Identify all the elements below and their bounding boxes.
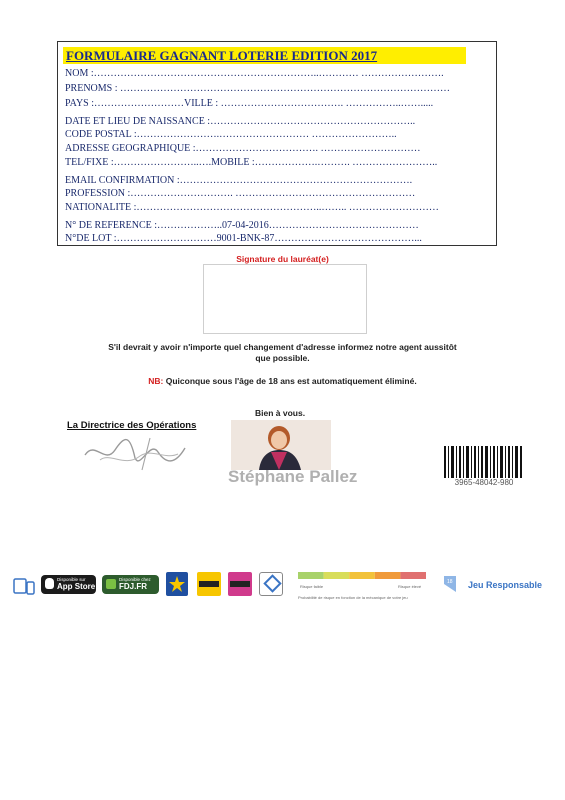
barcode-number: 3965-48042-980 bbox=[454, 478, 514, 487]
fdj-big-text: FDJ.FR bbox=[119, 582, 147, 591]
directrice-title: La Directrice des Opérations bbox=[67, 420, 197, 431]
handwritten-signature bbox=[80, 430, 190, 475]
signer-name: Stéphane Pallez bbox=[228, 467, 358, 486]
form-line-code-postal: CODE POSTAL :…………………….……………………… …………………….. bbox=[65, 129, 397, 140]
signature-box[interactable] bbox=[203, 264, 367, 334]
address-change-notice bbox=[0, 342, 565, 364]
form-line-tel: TEL/FIXE :……………………..….MOBILE :……………….………. …………………….. bbox=[65, 157, 438, 168]
jeu-responsable-icon bbox=[442, 574, 464, 594]
devices-icon bbox=[13, 576, 35, 596]
svg-text:18: 18 bbox=[447, 579, 453, 585]
form-line-email: EMAIL CONFIRMATION :……………………………………………………………. bbox=[65, 175, 413, 186]
form-line-adresse: ADRESSE GEOGRAPHIQUE :………………………………. ………………………… bbox=[65, 143, 421, 154]
apple-icon bbox=[45, 578, 54, 589]
form-line-reference: N° DE REFERENCE :………………..07-04-2016……………………………………… bbox=[65, 220, 419, 231]
form-line-nationalite: NATIONALITE :………………………………………………..…….. ……………………… bbox=[65, 202, 439, 213]
app-store-big-text: App Store bbox=[57, 582, 96, 591]
notice-line-1: S'il devrait y avoir n'importe quel changement d'adresse informez notre agent aussitôt bbox=[108, 342, 457, 352]
director-photo bbox=[231, 420, 331, 470]
jeu-responsable-label: Jeu Responsable bbox=[468, 580, 543, 590]
risk-low-label: Risque faible bbox=[300, 584, 324, 589]
barcode bbox=[444, 446, 524, 478]
fdj-small-text: Disponible chez bbox=[119, 577, 151, 582]
winner-form bbox=[57, 41, 497, 246]
fdj-logo-icon bbox=[106, 579, 116, 589]
risk-high-label: Risque élevé bbox=[398, 584, 422, 589]
loto-logo bbox=[197, 572, 221, 596]
closing-text: Bien à vous. bbox=[255, 408, 306, 418]
risk-caption: Probabilité de risque en fonction de la mécanique de votre jeu bbox=[298, 595, 408, 600]
nb-tag: NB: bbox=[148, 376, 164, 386]
euromillions-logo bbox=[228, 572, 252, 596]
signature-label: Signature du lauréat(e) bbox=[236, 254, 329, 264]
form-line-naissance: DATE ET LIEU DE NAISSANCE :…………………………………………………….. bbox=[65, 116, 416, 127]
fdj-star-logo bbox=[166, 572, 188, 596]
form-line-profession: PROFESSION :…………………………. ……………………………………………… bbox=[65, 188, 416, 199]
app-store-small-text: Disponible sur bbox=[57, 577, 86, 582]
form-line-prenoms: PRENOMS : ……………………………………………………………………………………… bbox=[65, 83, 451, 94]
fdj-badge[interactable] bbox=[102, 575, 159, 594]
age-notice bbox=[0, 376, 565, 386]
form-title: FORMULAIRE GAGNANT LOTERIE EDITION 2017 bbox=[63, 47, 466, 64]
notice-line-2: que possible. bbox=[255, 353, 310, 363]
form-line-nom: NOM :…………………………………………………………..………… ……………………. bbox=[65, 68, 444, 79]
star-icon bbox=[166, 572, 188, 596]
risk-color-bar bbox=[298, 572, 426, 580]
nb-text: Quiconque sous l'âge de 18 ans est automatiquement éliminé. bbox=[163, 376, 417, 386]
form-line-pays: PAYS :………………………VILLE : ………………………………. ……………..……..... bbox=[65, 98, 434, 109]
app-store-badge[interactable] bbox=[41, 575, 96, 594]
ticket-icon bbox=[259, 572, 283, 596]
form-line-lot: N°DE LOT :…………………………9001-BNK-87……………………………………... bbox=[65, 233, 422, 244]
